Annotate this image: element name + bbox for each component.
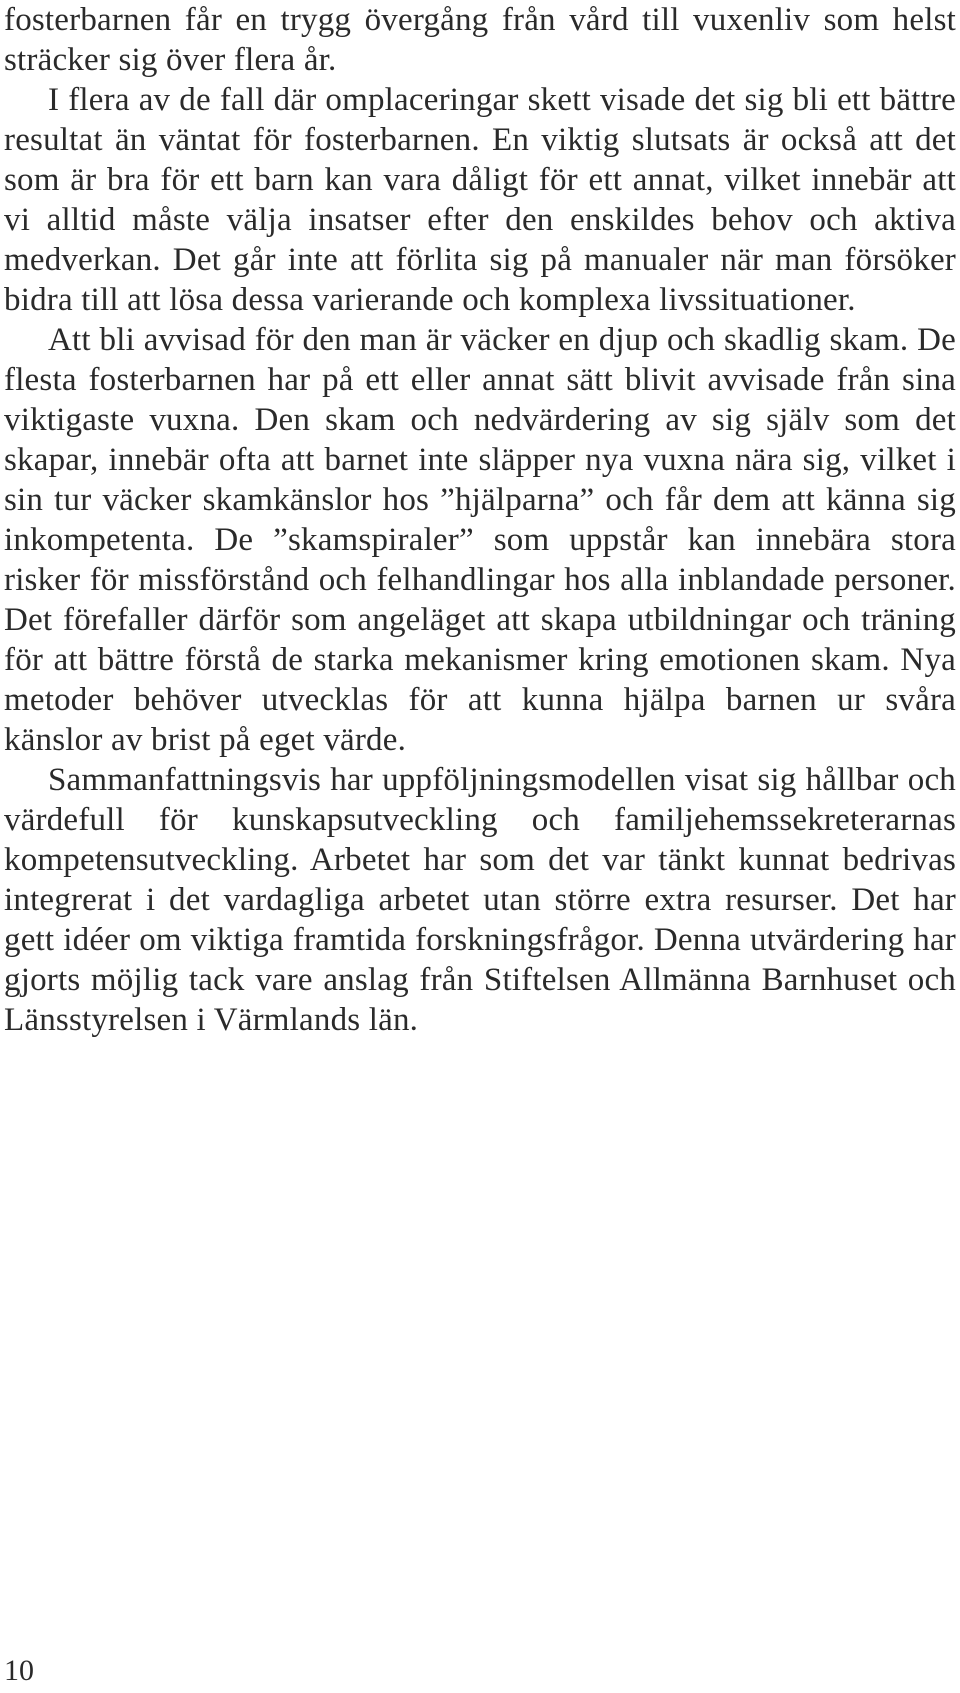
page-number: 10	[4, 1654, 34, 1687]
body-text	[4, 0, 956, 1040]
paragraph-shame: Att bli avvisad för den man är väcker en djup och skadlig skam. De flesta fosterbarnen har på ett eller annat sätt blivit avvisade från sina viktigaste vuxna. Den skam och nedvärdering av sig själv som det skapar, innebär ofta att barnet inte släpper nya vuxna nära sig, vilket i sin tur väcker skamkänslor hos ”hjälparna” och får dem att känna sig inkompetenta. De ”skamspiraler” som uppstår kan innebära stora risker för missförstånd och felhandlingar hos alla inblandade personer. Det förefaller därför som angeläget att skapa utbildningar och träning för att bättre förstå de starka mekanismer kring emotionen skam. Nya metoder behöver utvecklas för att kunna hjälpa barnen ur svåra känslor av brist på eget värde.	[4, 322, 956, 758]
paragraph-continued: fosterbarnen får en trygg övergång från vård till vuxenliv som helst sträcker sig över flera år.	[4, 2, 956, 78]
paragraph-replacements: I flera av de fall där omplaceringar skett visade det sig bli ett bättre resultat än väntat för fosterbarnen. En viktig slutsats är också att det som är bra för ett barn kan vara dåligt för ett annat, vilket innebär att vi alltid måste välja insatser efter den enskildes behov och aktiva medverkan. Det går inte att förlita sig på manualer när man försöker bidra till att lösa dessa varierande och komplexa livssituationer.	[4, 82, 956, 318]
paragraph-summary: Sammanfattningsvis har uppföljningsmodellen visat sig hållbar och värdefull för kunskapsutveckling och familjehemssekreterarnas kompetensutveckling. Arbetet har som det var tänkt kunnat bedrivas integrerat i det vardagliga arbetet utan större extra resurser. Det har gett idéer om viktiga framtida forskningsfrågor. Denna utvärdering har gjorts möjlig tack vare anslag från Stiftelsen Allmänna Barnhuset och Länsstyrelsen i Värmlands län.	[4, 762, 956, 1038]
